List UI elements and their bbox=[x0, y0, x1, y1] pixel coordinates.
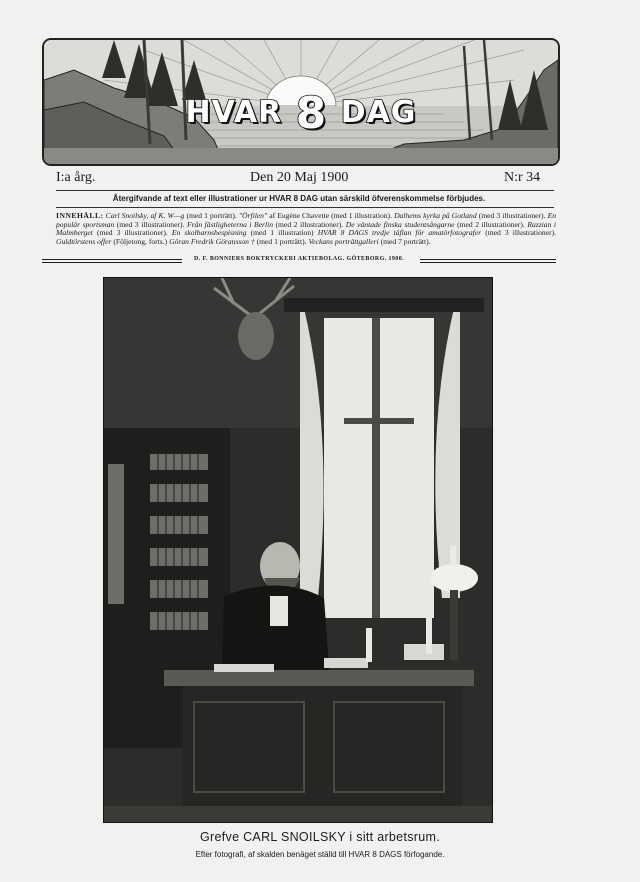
contents-entry-note: af Eugène Chavette (med 1 illustration). bbox=[269, 211, 392, 220]
masthead-title-right: DAG bbox=[340, 95, 417, 130]
issue-date: Den 20 Maj 1900 bbox=[250, 170, 349, 185]
contents-entry-note: (med 1 porträtt). bbox=[256, 236, 307, 246]
contents-entry: En skolbarnsbespisning bbox=[171, 228, 247, 238]
contents-entry-note: (Följetong, forts.) bbox=[113, 236, 168, 246]
printer-imprint: D. F. BONNIERS BOKTRYCKERI AKTIEBOLAG. GÖTEBORG. 1900. bbox=[193, 256, 405, 262]
study-photo-illustration bbox=[104, 278, 492, 822]
issue-number: N:r 34 bbox=[504, 170, 541, 185]
contents-entry: De väntade finska studentsångarne bbox=[345, 219, 455, 229]
photo-credit: Efter fotografi, af skalden benäget ställd till HVAR 8 DAGS förfogande. bbox=[195, 850, 445, 859]
contents-entry-note: (med 7 porträtt). bbox=[380, 236, 431, 246]
issue-line bbox=[56, 170, 542, 190]
volume-label: I:a årg. bbox=[56, 170, 96, 185]
contents-entry: Veckans porträttgalleri bbox=[308, 236, 379, 246]
contents-entry: Razzian i Malmberget bbox=[56, 219, 556, 238]
contents-entry-note: (med 3 illustrationer). bbox=[478, 211, 546, 220]
contents-entry: Göran Fredrik Göransson † bbox=[169, 236, 255, 246]
contents-entry: En populär sportsman bbox=[56, 211, 557, 229]
contents-entry-note: (med 1 porträtt). bbox=[186, 211, 237, 220]
contents-entry: Carl Snoilsky, af K. W—g bbox=[105, 211, 185, 220]
contents-entry: Från fästligheterna i Berlin bbox=[186, 219, 273, 229]
masthead-title-left: HVAR bbox=[185, 95, 283, 130]
contents-entry-note: (med 2 illustrationer). bbox=[275, 219, 344, 229]
masthead-banner bbox=[42, 38, 560, 166]
printer-line bbox=[42, 256, 556, 266]
contents-label: INNEHÅLL: bbox=[56, 211, 104, 220]
rule-notice bbox=[56, 207, 554, 208]
contents-entry: Guldtörstens offer bbox=[56, 236, 112, 246]
photo-caption: Grefve CARL SNOILSKY i sitt arbetsrum. bbox=[200, 830, 440, 844]
contents-entry-note: (med 2 illustrationer). bbox=[457, 219, 525, 229]
contents-entry: "Örfilen" bbox=[238, 211, 268, 220]
rule-top bbox=[56, 190, 554, 191]
portrait-photograph bbox=[103, 277, 493, 823]
contents-entry-note: (med 1 illustration) bbox=[250, 228, 314, 238]
contents-entry: HVAR 8 DAGS tredje täflan för amatörfotografer bbox=[317, 228, 482, 238]
table-of-contents bbox=[56, 212, 556, 246]
masthead-title-number: 8 bbox=[295, 88, 328, 139]
contents-entry-note: (med 3 illustrationer). bbox=[96, 228, 168, 238]
contents-entry-note: (med 3 illustrationer). bbox=[485, 228, 557, 238]
masthead-title bbox=[44, 88, 558, 139]
copyright-notice: Återgifvande af text eller illustrationer ur HVAR 8 DAG utan särskild öfverenskommelse förbjudes. bbox=[112, 194, 486, 203]
contents-entry: Dalhems kyrka på Gotland bbox=[394, 211, 477, 220]
contents-entry-note: (med 3 illustrationer). bbox=[116, 219, 185, 229]
